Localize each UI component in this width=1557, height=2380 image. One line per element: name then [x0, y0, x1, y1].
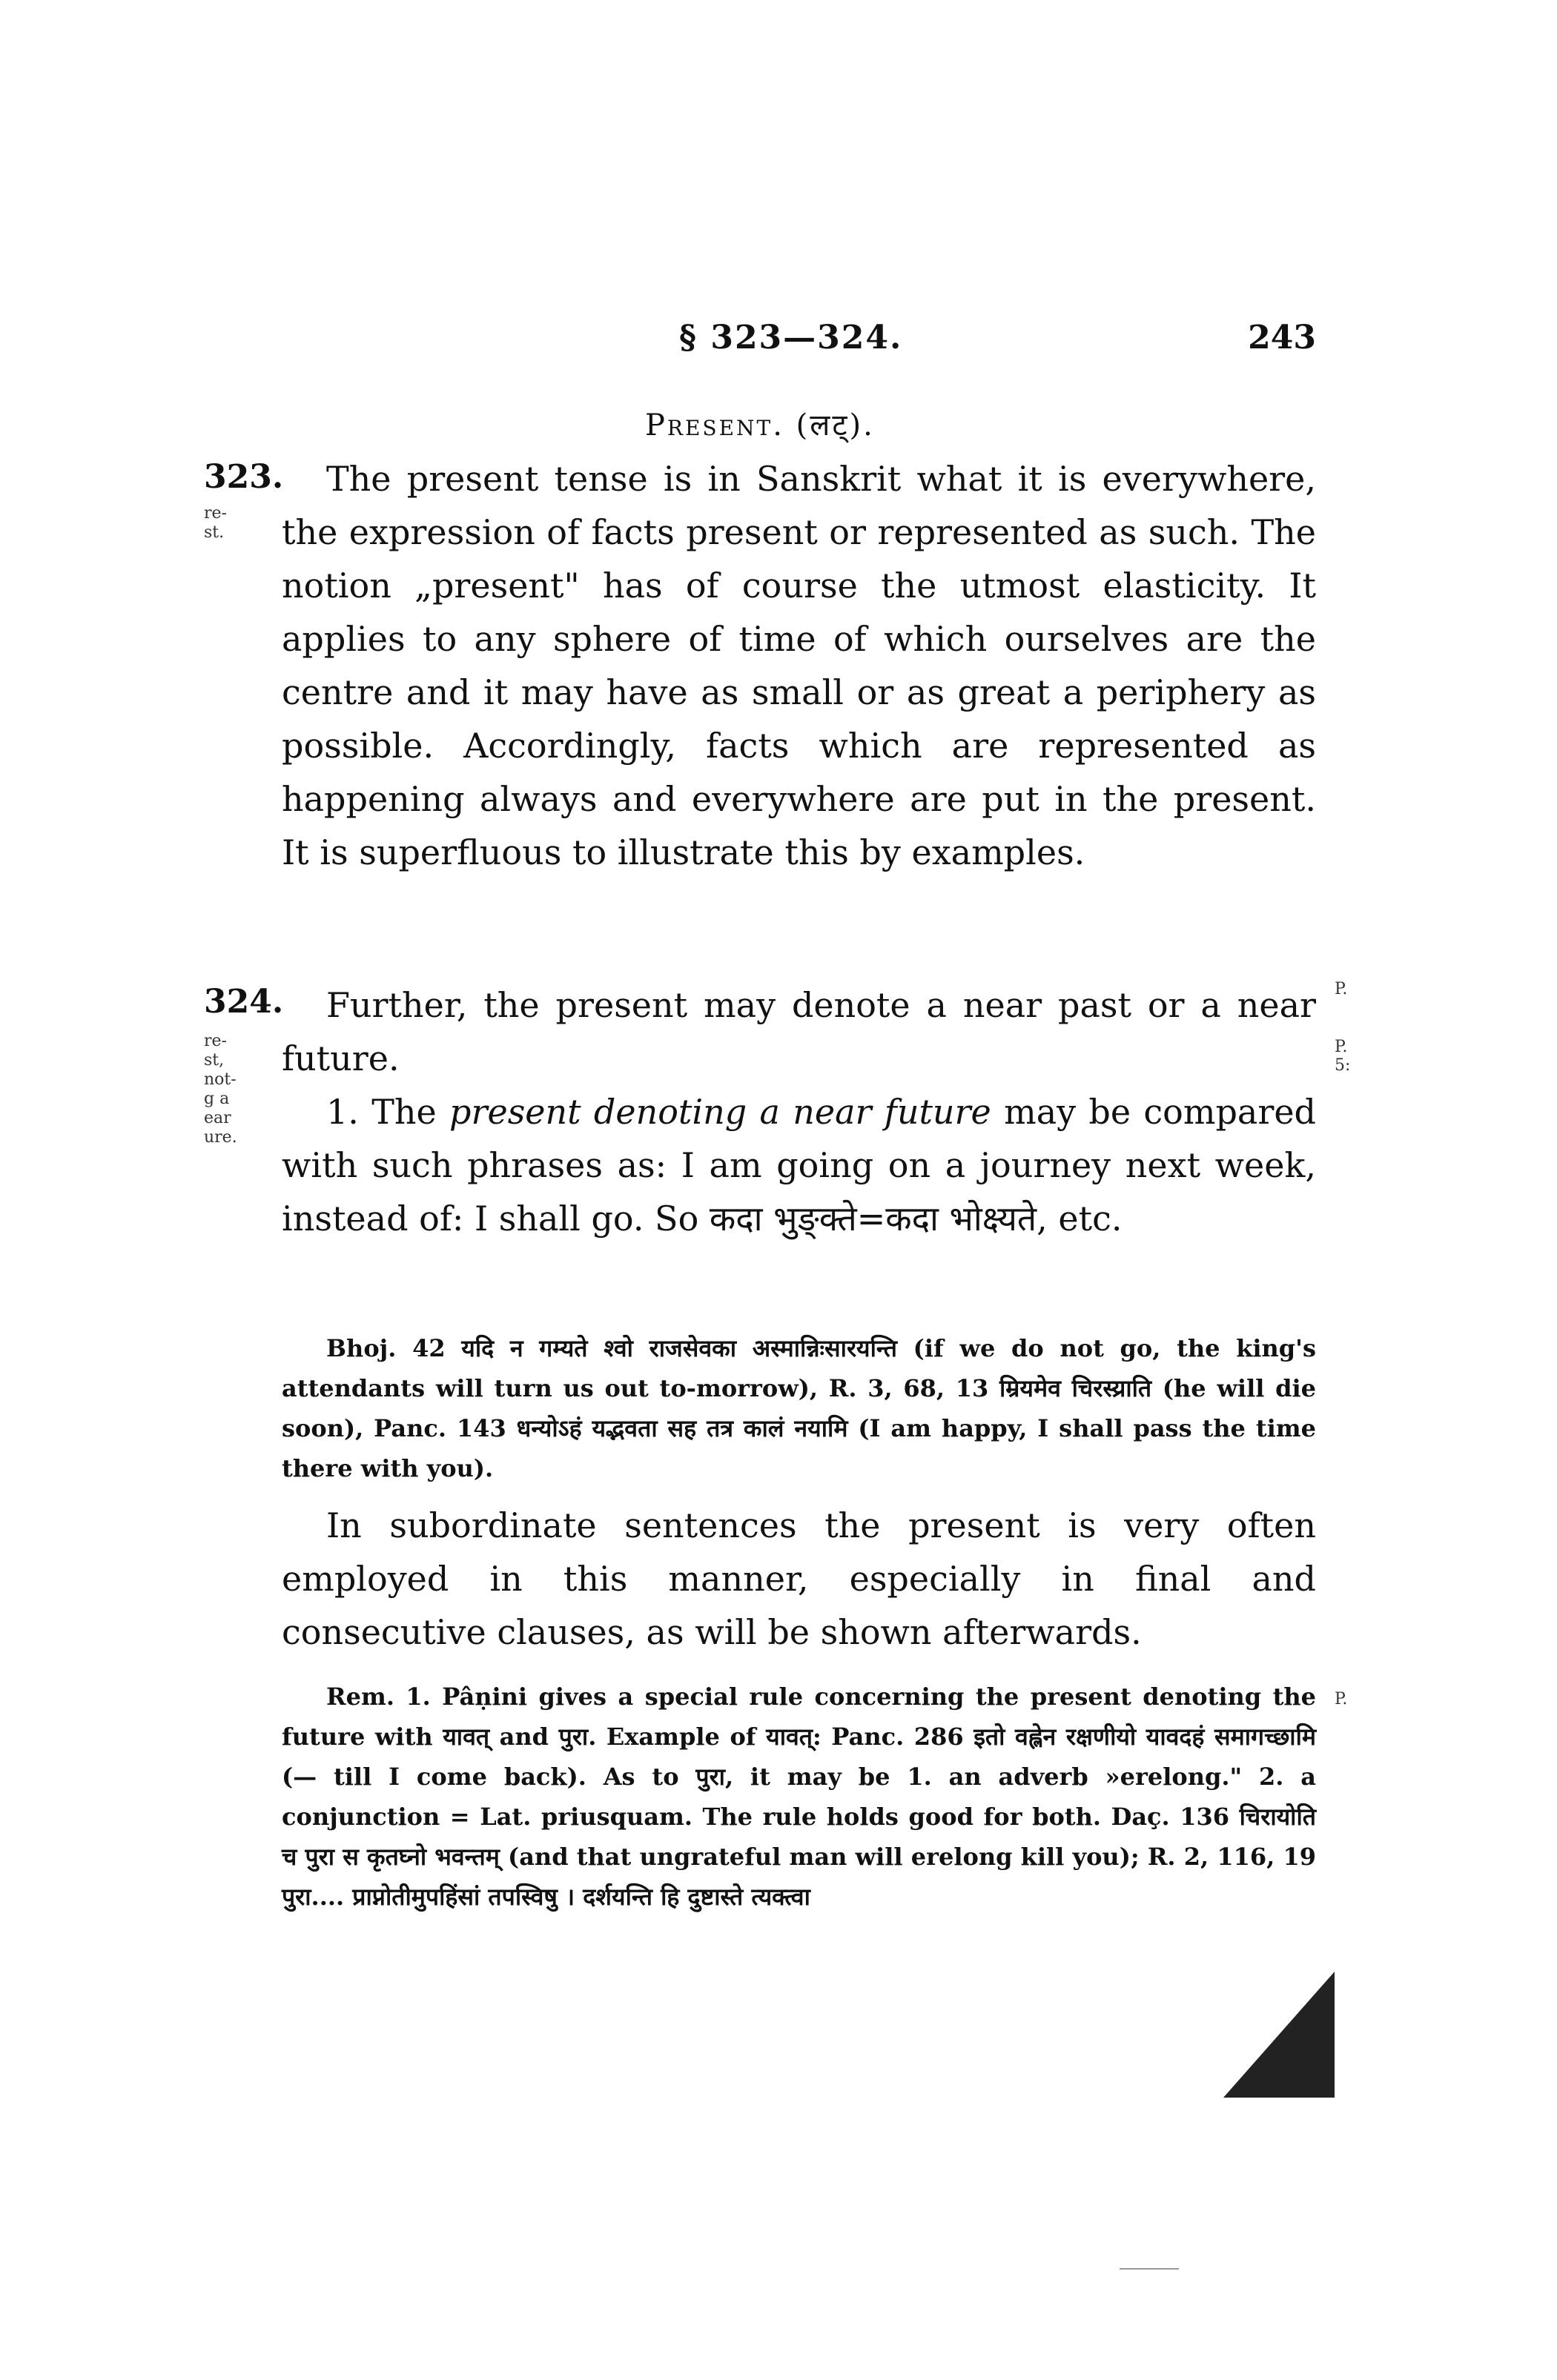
section-title: Present. (लट्).	[645, 408, 875, 442]
p324-1-end: , etc.	[1037, 1199, 1123, 1239]
remark-block	[282, 1677, 1316, 1917]
p324-1-italic: present denoting a near future	[449, 1092, 991, 1132]
subordinate-block	[282, 1499, 1316, 1659]
margin-note-324: re- st, not- g a ear ure.	[204, 1032, 237, 1147]
margin-number-324: 324.	[204, 983, 284, 1021]
paragraph-324-1	[282, 1085, 1316, 1245]
section-reference: § 323—324.	[679, 319, 903, 357]
page-number: 243	[1248, 319, 1316, 357]
remark-text: Rem. 1. Pâṇini gives a special rule concerning the present denoting the future with यावत् and पुरा. Example of यावत्: Panc. 286 इतो वह्लेन रक्षणीयो यावदहं समागच्छामि (— till I come back). As to पुरा, it may be 1. an adverb »erelong." 2. a conjunction = Lat. priusquam. The rule holds good for both. Daç. 136 चिरायोति च पुरा स कृतघ्नो भवन्तम् (and that ungrateful man will erelong kill you); R. 2, 116, 19 पुरा.... प्राप्नोतीमुपहिंसां तपस्विषु । दर्शयन्ति हि दुष्टास्ते त्यक्त्वा	[282, 1683, 1316, 1911]
paragraph-324: Further, the present may denote a near past or a near future.	[282, 985, 1316, 1078]
paragraph-324-block	[282, 978, 1316, 1245]
p324-1-lead: 1. The	[326, 1092, 450, 1132]
margin-number-323: 323.	[204, 458, 284, 496]
margin-note-323: re- st.	[204, 504, 227, 542]
running-head	[282, 319, 1316, 371]
right-margin-note-1: P.	[1335, 980, 1348, 998]
examples-text: Bhoj. 42 यदि न गम्यते श्वो राजसेवका अस्मान्निःसारयन्ति (if we do not go, the king's attendants will turn us out to-morrow), R. 3, 68, 13 म्रियमेव चिरस्य्राति (he will die soon), Panc. 143 धन्योऽहं यद्भवता सह तत्र कालं नयामि (I am happy, I shall pass the time there with you).	[282, 1334, 1316, 1482]
right-margin-note-3: P.	[1335, 1690, 1348, 1708]
bottom-rule	[1120, 2268, 1179, 2270]
paragraph-323-block	[282, 452, 1316, 879]
subordinate-paragraph: In subordinate sentences the present is very often employed in this manner, especially in final and consecutive clauses, as will be shown afterwards.	[282, 1505, 1316, 1652]
p324-1-devanagari: कदा भुङ्क्ते=कदा भोक्ष्यते	[709, 1199, 1037, 1239]
right-margin-note-2: P. 5:	[1335, 1038, 1351, 1075]
page-corner-mark	[1223, 1972, 1335, 2098]
p324-1-rest: may be compared with such phrases as: I am going on a journey next week, instead of: I shall go. So	[282, 1092, 1317, 1239]
paragraph-323: The present tense is in Sanskrit what it is everywhere, the expression of facts present or represented as such. The notion „present" has of course the utmost elasticity. It applies to any sphere of time of which ourselves are the centre and it may have as small or as great a periphery as possible. Accordingly, facts which are represented as happening always and everywhere are put in the present. It is superfluous to illustrate this by examples.	[282, 459, 1316, 872]
examples-block	[282, 1328, 1316, 1488]
